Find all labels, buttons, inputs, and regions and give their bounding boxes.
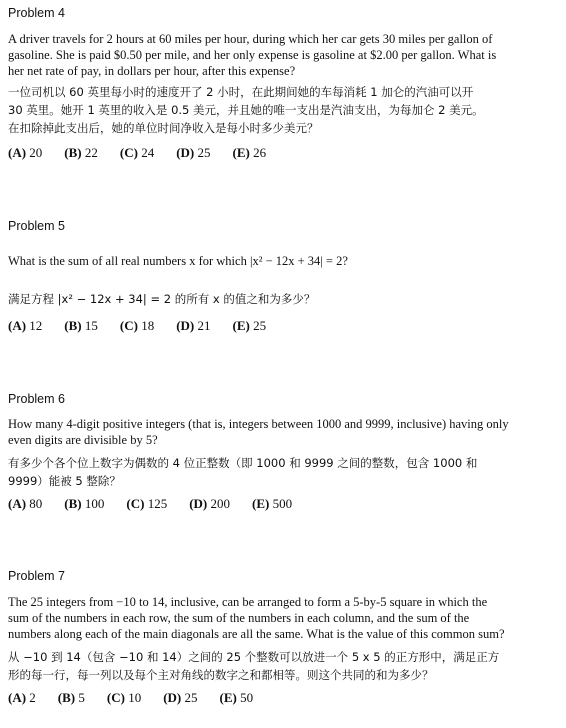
answer-choices [8, 318, 288, 334]
choice-a: (A) 80 [8, 496, 43, 511]
problem-title: Problem 6 [8, 392, 65, 406]
choice-b: (B) 22 [64, 145, 98, 160]
choice-d: (D) 21 [176, 318, 211, 333]
choice-c: (C) 24 [119, 145, 155, 160]
choice-b: (B) 15 [64, 318, 98, 333]
choice-a: (A) 2 [8, 690, 36, 705]
choice-c: (C) 125 [126, 496, 168, 511]
problem-translation-line: 一位司机以 60 英里每小时的速度开了 2 小时，在此期间她的车每消耗 1 加仑的汽油可以开 [8, 85, 474, 99]
problem-text-line: gasoline. She is paid $0.50 per mile, and her only expense is gasoline at $2.00 per gallon. What is [8, 48, 497, 62]
problem-title: Problem 4 [8, 6, 65, 20]
choice-e: (E) 25 [232, 318, 267, 333]
choice-e: (E) 26 [232, 145, 267, 160]
choice-b: (B) 5 [57, 690, 85, 705]
choice-d: (D) 25 [176, 145, 211, 160]
choice-a: (A) 20 [8, 145, 43, 160]
problem-translation-line: 形的每一行，每一列以及每个主对角线的数字之和都相等。则这个共同的和为多少？ [8, 668, 434, 682]
choice-e: (E) 50 [219, 690, 254, 705]
problem-title: Problem 5 [8, 219, 65, 233]
choice-d: (D) 25 [163, 690, 198, 705]
problem-text-line: numbers along each of the main diagonals are all the same. What is the value of this common sum? [8, 627, 505, 641]
choice-d: (D) 200 [189, 496, 230, 511]
problem-text-line: The 25 integers from −10 to 14, inclusive, can be arranged to form a 5-by-5 square in which the [8, 595, 488, 609]
problem-translation-line: 在扣除掉此支出后，她的单位时间净收入是每小时多少美元？ [8, 121, 319, 135]
problem-text-line: sum of the numbers in each row, the sum of the numbers in each column, and the sum of the [8, 611, 470, 625]
answer-choices [8, 145, 288, 161]
choice-b: (B) 100 [64, 496, 105, 511]
problem-translation-line: 9999）能被 5 整除？ [8, 474, 121, 488]
problem-text-line: even digits are divisible by 5? [8, 433, 158, 447]
choice-e: (E) 500 [251, 496, 293, 511]
problem-title: Problem 7 [8, 569, 65, 583]
problem-text-line: A driver travels for 2 hours at 60 miles per hour, during which her car gets 30 miles per gallon of [8, 32, 493, 46]
problem-translation-line: 有多少个各个位上数字为偶数的 4 位正整数（即 1000 和 9999 之间的整数，包含 1000 和 [8, 456, 478, 470]
problem-translation-line: 30 英里。她开 1 英里的收入是 0.5 美元，并且她的唯一支出是汽油支出，为每加仑 2 美元。 [8, 103, 484, 117]
choice-c: (C) 10 [106, 690, 142, 705]
answer-choices [8, 496, 314, 512]
choice-a: (A) 12 [8, 318, 43, 333]
problem-text-line: How many 4-digit positive integers (that is, integers between 1000 and 9999, inclusive) having only [8, 417, 509, 431]
problem-text-line: What is the sum of all real numbers x for which |x² − 12x + 34| = 2? [8, 254, 348, 268]
problem-translation-line: 从 −10 到 14（包含 −10 和 14）之间的 25 个整数可以放进一个 5 x 5 的正方形中，满足正方 [8, 650, 500, 664]
problem-translation-line: 满足方程 |x² − 12x + 34| = 2 的所有 x 的值之和为多少？ [8, 292, 316, 306]
answer-choices [8, 690, 275, 706]
problem-text-line: her net rate of pay, in dollars per hour, after this expense? [8, 64, 296, 78]
choice-c: (C) 18 [119, 318, 155, 333]
